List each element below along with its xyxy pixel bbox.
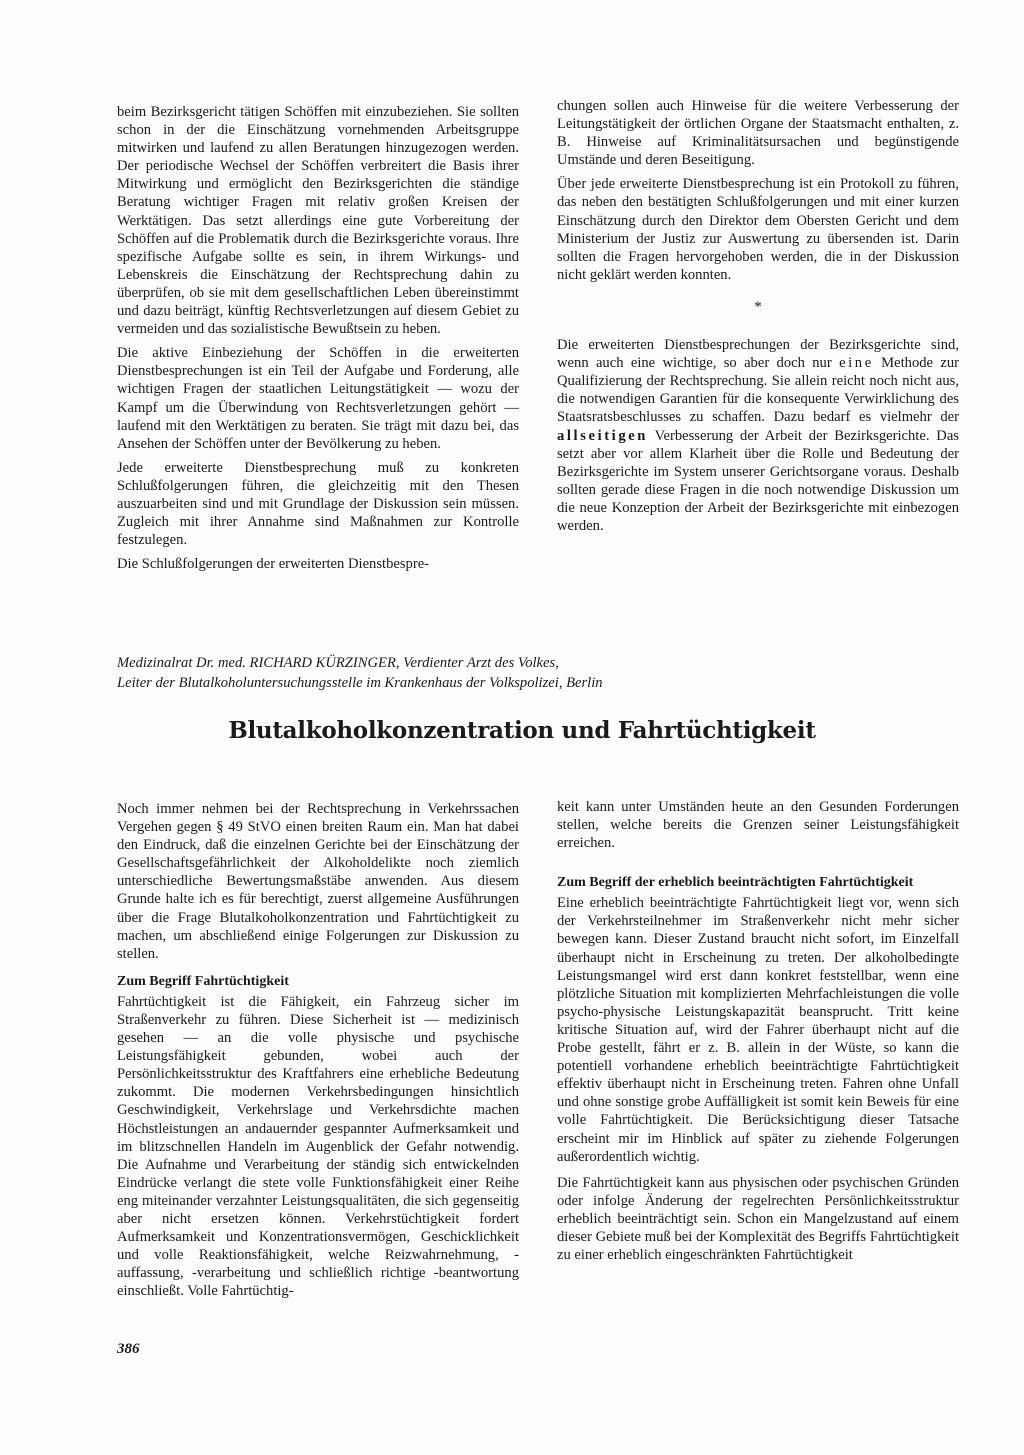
paragraph: Eine erheblich beeinträchtigte Fahrtüchtigkeit liegt vor, wenn sich der Verkehrsteilnehmer im Straßenverkehr nicht mehr sicher bewegen kann. Dieser Zustand braucht nicht sofort, im Einzelfall überhaupt nicht in Erscheinung zu treten. Der alkoholbedingte Leistungsmangel wird erst dann konkret feststellbar, wenn eine plötzliche Situation mit komplizierten Mehrfachleistungen die volle psycho-physische Leistungskapazität beansprucht. Tritt keine kritische Situation auf, wird der Fahrer überhaupt nicht auf die Probe gestellt, fährt er z. B. allein in der Wüste, so kann die potentiell vorhandene erheblich beeinträchtigte Fahrtüchtigkeit effektiv überhaupt nicht in Erscheinung treten. Fahren ohne Unfall und ohne sonstige grobe Auffälligkeit ist somit kein Beweis für eine volle Fahrtüchtigkeit. Die Berücksichtigung dieser Tatsache erscheint mir im Hinblick auf später zu ziehende Folgerungen außerordentlich wichtig. xyxy=(557,895,959,1165)
spaced-emphasis: eine xyxy=(839,355,874,372)
section-heading: Zum Begriff Fahrtüchtigkeit xyxy=(117,973,289,989)
intro-paragraph: Noch immer nehmen bei der Rechtsprechung in Verkehrssachen Vergehen gegen § 49 StVO einen breiten Raum ein. Man hat dabei den Eindruck, daß die einzelnen Gerichte bei der Einschätzung der Gesellschaftsgefährlichkeit der Alkoholdelikte noch ziemlich unterschiedliche Bewertungsmaßstäbe anwenden. Aus diesem Grunde halte ich es für berechtigt, zuerst allgemeine Ausführungen über die Frage Blutalkoholkonzentration und Fahrtüchtigkeit zu machen, um abschließend einige Folgerungen zur Diskussion zu stellen. xyxy=(117,801,519,962)
text-run: Methode zur Qualifizierung der Rechtsprechung. Sie allein reicht noch nicht aus, die notwendigen Garantien für die konsequente Verwirklichung des Staatsratsbeschlusses zu schaffen. Dazu bedarf es vielmehr der xyxy=(557,355,959,426)
section-separator-star: * xyxy=(754,298,762,315)
paragraph: keit kann unter Umständen heute an den Gesunden Forderungen stellen, welche bereits die Grenzen seiner Leistungsfähigkeit erreichen. xyxy=(557,799,959,852)
paragraph-with-emphasis xyxy=(557,336,959,535)
section-heading: Zum Begriff der erheblich beeinträchtigten Fahrtüchtigkeit xyxy=(557,875,914,891)
paragraph: Die Schlußfolgerungen der erweiterten Dienstbespre- xyxy=(117,556,430,573)
author-byline xyxy=(117,653,917,693)
byline-line-2: Leiter der Blutalkoholuntersuchungsstelle im Krankenhaus der Volkspolizei, Berlin xyxy=(117,675,603,691)
paragraph: Die aktive Einbeziehung der Schöffen in die erweiterten Dienstbesprechungen ist ein Teil der Aufgabe und Forderung, alle wichtigen Fragen der staatlichen Leitungstätigkeit — wozu der Kampf um die Überwindung von Rechtsverletzungen gehört — laufend mit den Werktätigen zu beraten. Sie trägt mit dazu bei, das Ansehen der Schöffen unter der Bevölkerung zu heben. xyxy=(117,345,519,452)
bottom-right-column xyxy=(557,798,959,1270)
top-right-column xyxy=(557,97,959,541)
spaced-emphasis: allseitigen xyxy=(557,427,649,444)
text-run: Die erweiterten Dienstbesprechungen der Bezirksgerichte sind, wenn auch eine wichtige, so aber doch nur xyxy=(557,337,959,372)
top-left-column xyxy=(117,103,519,579)
paragraph: chungen sollen auch Hinweise für die weitere Verbesserung der Leitungstätigkeit der örtlichen Organe der Staatsmacht enthalten, z. B. Hinweise auf Kriminalitätsursachen und begünstigende Umstände und deren Beseitigung. xyxy=(557,98,959,169)
article-title: Blutalkoholkonzentration und Fahrtüchtigkeit xyxy=(228,717,816,744)
bottom-left-column xyxy=(117,800,519,1306)
byline-line-1: Medizinalrat Dr. med. RICHARD KÜRZINGER, Verdienter Arzt des Volkes, xyxy=(117,655,559,671)
paragraph: Über jede erweiterte Dienstbesprechung ist ein Protokoll zu führen, das neben den bestätigten Schlußfolgerungen und mit einer kurzen Einschätzung durch den Direktor dem Obersten Gericht und dem Ministerium der Justiz zur Auswertung zu übersenden ist. Darin sollten die Fragen hervorgehoben werden, die in der Diskussion nicht geklärt werden konnten. xyxy=(557,176,959,283)
page-number: 386 xyxy=(117,1341,140,1357)
text-run: Verbesserung der Arbeit der Bezirksgerichte. Das setzt aber vor allem Klarheit über die Rolle und Bedeutung der Bezirksgerichte im System unserer Gerichtsorgane voraus. Deshalb sollten gerade diese Fragen in die noch notwendige Diskussion um die neue Konzeption der Arbeit der Bezirksgerichte mit einbezogen werden. xyxy=(557,427,959,534)
paragraph: Die Fahrtüchtigkeit kann aus physischen oder psychischen Gründen oder infolge Änderung der regelrechten Persönlichkeitsstruktur erheblich beeinträchtigt sein. Schon ein Mangelzustand auf einem dieser Gebiete muß bei der Komplexität des Begriffs Fahrtüchtigkeit zu einer erheblich eingeschränkten Fahrtüchtigkeit xyxy=(557,1174,959,1264)
paragraph: Fahrtüchtigkeit ist die Fähigkeit, ein Fahrzeug sicher im Straßenverkehr zu führen. Diese Sicherheit ist — medizinisch gesehen — an die volle physische und psychische Leistungsfähigkeit gebunden, wobei auch der Persönlichkeitsstruktur des Kraftfahrers eine erhebliche Bedeutung zukommt. Die modernen Verkehrsbedingungen hinsichtlich Geschwindigkeit, Verkehrslage und Verkehrsdichte machen Höchstleistungen an andauernder gespannter Aufmerksamkeit und im blitzschnellen Handeln im Augenblick der Gefahr notwendig. Die Aufnahme und Verarbeitung der ständig sich entwickelnden Eindrücke verlangt die stete volle Funktionsfähigkeit einer Reihe eng miteinander verzahnter Leistungsqualitäten, die sich gegenseitig aber nicht ersetzen können. Verkehrstüchtigkeit fordert Aufmerksamkeit und Konzentrationsvermögen, Geschicklichkeit und volle Reaktionsfähigkeit, welche Reizwahrnehmung, -auffassung, -verarbeitung und schließlich richtige -beantwortung einschließt. Volle Fahrtüchtig- xyxy=(117,993,519,1300)
paragraph: beim Bezirksgericht tätigen Schöffen mit einzubeziehen. Sie sollten schon in der die Einschätzung vornehmenden Arbeitsgruppe mitwirken und laufend zu allen Beratungen hinzugezogen werden. Der periodische Wechsel der Schöffen verbreitert die Basis ihrer Mitwirkung und ermöglicht den Bezirksgerichten die ständige Beratung wichtiger Fragen mit relativ großen Kreisen der Werktätigen. Das setzt allerdings eine gute Vorbereitung der Schöffen auf die Problematik durch die Bezirksgerichte voraus. Ihre spezifische Aufgabe sollte es sein, in ihrem Wirkungs- und Lebenskreis die Einschätzung der Rechtsprechung dahin zu überprüfen, ob sie mit dem gesellschaftlichen Leben übereinstimmt und dazu beiträgt, künftig Rechtsverletzungen auf diesem Gebiet zu vermeiden und das sozialistische Bewußtsein zu heben. xyxy=(117,104,519,338)
paragraph: Jede erweiterte Dienstbesprechung muß zu konkreten Schlußfolgerungen führen, die gleichzeitig mit den Thesen auszuarbeiten sind und mit Grundlage der Diskussion sein müssen. Zugleich mit ihrer Annahme sind Maßnahmen zur Kontrolle festzulegen. xyxy=(117,459,519,549)
